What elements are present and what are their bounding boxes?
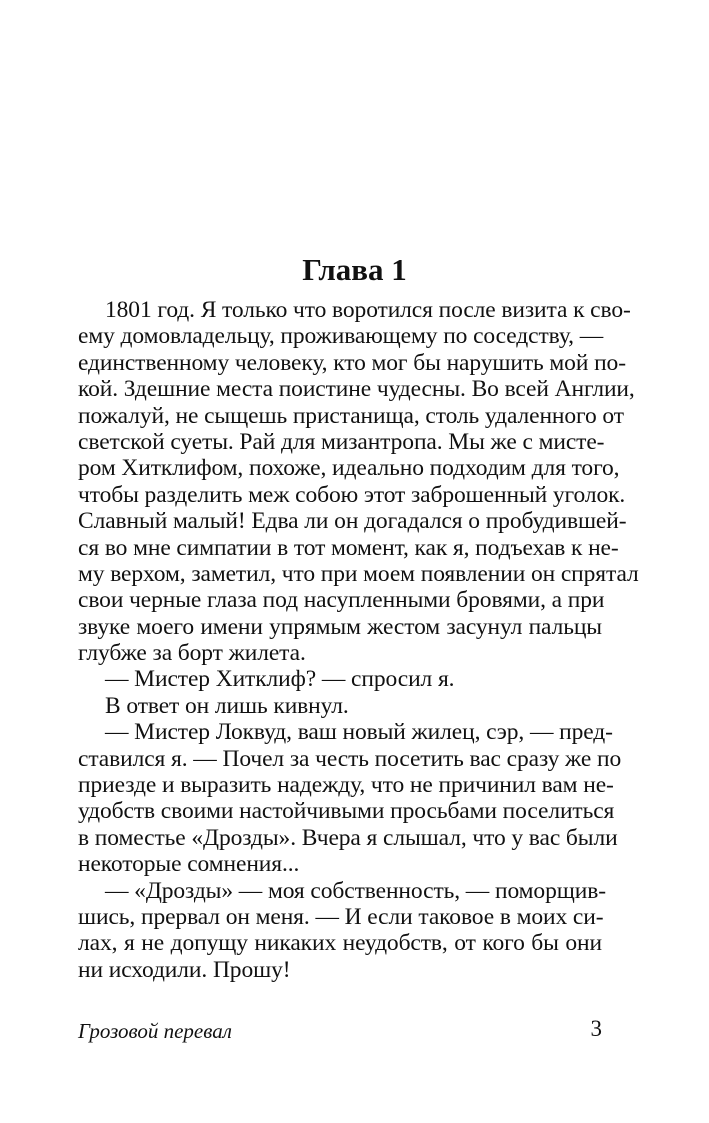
chapter-title: Глава 1	[302, 252, 407, 287]
text-line: удобств своими настойчивыми просьбами поселиться	[78, 798, 615, 825]
text-line: чтобы разделить меж собою этот заброшенный уголок.	[78, 481, 626, 508]
text-line: глубже за борт жилета.	[78, 640, 306, 667]
text-line: Славный малый! Едва ли он догадался о пробудившей-	[78, 508, 627, 535]
dialogue-line: — «Дрозды» — моя собственность, — поморщив-	[105, 877, 606, 904]
text-line: ни исходили. Прошу!	[78, 956, 291, 983]
text-line: единственному человеку, кто мог бы нарушить мой по-	[78, 349, 626, 376]
text-line: свои черные глаза под насупленными бровями, а при	[78, 587, 605, 614]
text-line: приезде и выразить надежду, что не причинил вам не-	[78, 772, 614, 799]
text-line: некоторые сомнения...	[78, 851, 300, 878]
page-number: 3	[590, 1016, 602, 1041]
text-line: му верхом, заметил, что при моем появлении он спрятал	[78, 560, 639, 587]
text-line: ся во мне симпатии в тот момент, как я, подъехав к не-	[78, 534, 619, 561]
text-line: лах, я не допущу никаких неудобств, от кого бы они	[78, 930, 602, 957]
text-line: кой. Здешние места поистине чудесны. Во всей Англии,	[78, 376, 635, 403]
dialogue-line: — Мистер Локвуд, ваш новый жилец, сэр, — пред-	[105, 719, 613, 746]
text-line: ром Хитклифом, похоже, идеально подходим для того,	[78, 455, 620, 482]
text-line: ему домовладельцу, проживающему по соседству, —	[78, 323, 604, 350]
running-footer-title: Грозовой перевал	[78, 1019, 232, 1043]
text-line: в поместье «Дрозды». Вчера я слышал, что у вас были	[78, 824, 618, 851]
text-line: В ответ он лишь кивнул.	[105, 692, 349, 719]
body-text	[78, 297, 639, 983]
dialogue-line: — Мистер Хитклиф? — спросил я.	[105, 666, 455, 693]
text-line: шись, прервал он меня. — И если таковое в моих си-	[78, 903, 604, 930]
text-line: 1801 год. Я только что воротился после визита к сво-	[105, 297, 631, 323]
text-line: светской суеты. Рай для мизантропа. Мы же с мисте-	[78, 428, 605, 455]
text-line: ставился я. — Почел за честь посетить вас сразу же по	[78, 745, 622, 772]
text-line: пожалуй, не сыщешь пристанища, столь удаленного от	[78, 402, 624, 429]
text-line: звуке моего имени упрямым жестом засунул пальцы	[78, 613, 602, 640]
